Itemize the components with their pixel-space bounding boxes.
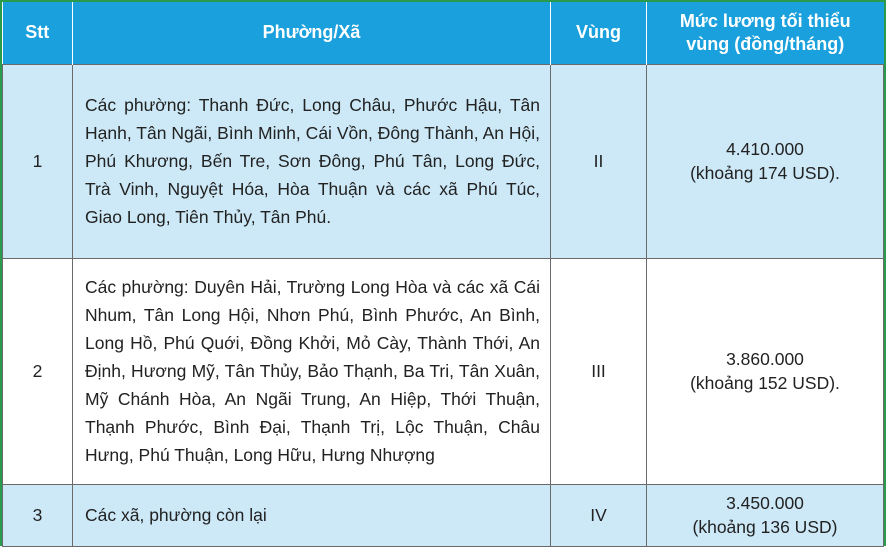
table-body bbox=[3, 64, 884, 546]
table-row bbox=[3, 64, 884, 258]
header-stt: Stt bbox=[3, 2, 73, 64]
wage-amount: 4.410.000 bbox=[726, 139, 804, 159]
cell-stt: 2 bbox=[3, 258, 73, 484]
wage-usd: (khoảng 136 USD) bbox=[692, 517, 838, 537]
cell-stt: 3 bbox=[3, 484, 73, 546]
cell-ward: Các phường: Thanh Đức, Long Châu, Phước Hậu, Tân Hạnh, Tân Ngãi, Bình Minh, Cái Vồn, Đông Thành, An Hội, Phú Khương, Bến Tre, Sơn Đông, Phú Tân, Long Đức, Trà Vinh, Nguyệt Hóa, Hòa Thuận và các xã Phú Túc, Giao Long, Tiên Thủy, Tân Phú. bbox=[73, 64, 551, 258]
table-header bbox=[3, 2, 884, 64]
wage-amount: 3.860.000 bbox=[726, 349, 804, 369]
header-wage-line2: vùng (đồng/tháng) bbox=[686, 33, 845, 54]
header-zone: Vùng bbox=[551, 2, 647, 64]
cell-zone: III bbox=[551, 258, 647, 484]
header-wage-line1: Mức lương tối thiểu bbox=[679, 10, 851, 31]
wage-amount: 3.450.000 bbox=[726, 493, 804, 513]
header-wage bbox=[647, 2, 884, 64]
wage-usd: (khoảng 174 USD). bbox=[690, 163, 840, 183]
header-ward: Phường/Xã bbox=[73, 2, 551, 64]
minimum-wage-table bbox=[2, 2, 884, 547]
table-row bbox=[3, 484, 884, 546]
cell-ward: Các xã, phường còn lại bbox=[73, 484, 551, 546]
cell-wage bbox=[647, 484, 884, 546]
header-row bbox=[3, 2, 884, 64]
cell-wage bbox=[647, 64, 884, 258]
wage-usd: (khoảng 152 USD). bbox=[690, 373, 840, 393]
cell-wage bbox=[647, 258, 884, 484]
table-row bbox=[3, 258, 884, 484]
cell-stt: 1 bbox=[3, 64, 73, 258]
cell-zone: II bbox=[551, 64, 647, 258]
cell-zone: IV bbox=[551, 484, 647, 546]
cell-ward: Các phường: Duyên Hải, Trường Long Hòa và các xã Cái Nhum, Tân Long Hội, Nhơn Phú, Bình Phước, An Bình, Long Hồ, Phú Quới, Đồng Khởi, Mỏ Cày, Thành Thới, An Định, Hương Mỹ, Tân Thủy, Bảo Thạnh, Ba Tri, Tân Xuân, Mỹ Chánh Hòa, An Ngãi Trung, An Hiệp, Thới Thuận, Thạnh Phước, Bình Đại, Thạnh Trị, Lộc Thuận, Châu Hưng, Phú Thuận, Long Hữu, Hưng Nhượng bbox=[73, 258, 551, 484]
